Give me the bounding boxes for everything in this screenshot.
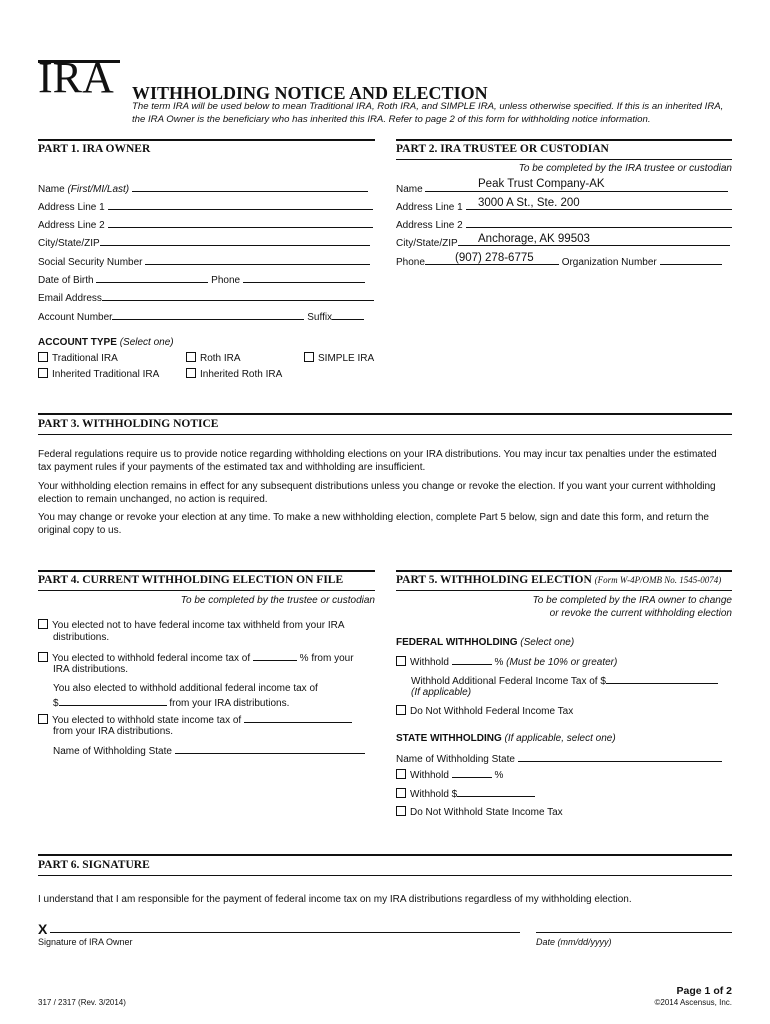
owner-csz-label: City/State/ZIP bbox=[38, 238, 100, 249]
type-label: Traditional IRA bbox=[52, 353, 118, 364]
custodian-csz-value: Anchorage, AK 99503 bbox=[478, 233, 590, 245]
state-do-not-withhold: Do Not Withhold State Income Tax bbox=[410, 807, 563, 818]
fed-if-applicable: (If applicable) bbox=[411, 687, 472, 698]
fed-pct-sign: % bbox=[494, 657, 504, 668]
state-withholding-heading: STATE WITHHOLDING bbox=[396, 733, 502, 744]
part5-note-2: or revoke the current withholding election bbox=[549, 608, 732, 619]
type-label: Inherited Traditional IRA bbox=[52, 369, 160, 380]
part1-title: PART 1. IRA OWNER bbox=[38, 143, 151, 155]
owner-ssn-label: Social Security Number bbox=[38, 257, 143, 268]
part3-subrule bbox=[38, 434, 732, 435]
account-number-field[interactable] bbox=[112, 310, 304, 320]
type-label: Inherited Roth IRA bbox=[200, 369, 283, 380]
part4-state-name-label: Name of Withholding State bbox=[53, 746, 172, 757]
part3-title: PART 3. WITHHOLDING NOTICE bbox=[38, 418, 219, 430]
part4-note: To be completed by the trustee or custodian bbox=[180, 595, 375, 606]
custodian-addr2-label: Address Line 2 bbox=[396, 220, 463, 231]
part4-option2-suffix: % from your bbox=[299, 653, 354, 664]
state-withhold-dollar-field[interactable] bbox=[457, 787, 535, 797]
state-withhold-label: Withhold bbox=[410, 770, 449, 781]
copyright: ©2014 Ascensus, Inc. bbox=[654, 998, 732, 1007]
part4-state-name-field[interactable] bbox=[175, 744, 365, 754]
type-label: SIMPLE IRA bbox=[318, 353, 375, 364]
owner-email-field[interactable] bbox=[102, 291, 374, 301]
signature-statement: I understand that I am responsible for the payment of federal income tax on my IRA distributions regardless of my withholding election. bbox=[38, 894, 632, 905]
checkbox[interactable] bbox=[396, 806, 406, 816]
state-name-label: Name of Withholding State bbox=[396, 754, 515, 765]
fed-additional-field[interactable] bbox=[606, 674, 718, 684]
notice-paragraph-1: Federal regulations require us to provide notice regarding withholding elections on your IRA distributions. You may incur tax penalties under the estimated tax payment rules if your payments of the estimated tax and withholding are insufficient. bbox=[38, 449, 717, 473]
checkbox[interactable] bbox=[38, 652, 48, 662]
ira-logo: IRA bbox=[38, 53, 114, 102]
account-type-heading: ACCOUNT TYPE bbox=[38, 337, 117, 348]
notice-paragraph-2: Your withholding election remains in effect for any subsequent distributions unless you change or revoke the election. If you want your current withholding election to remain unchanged, no action is required. bbox=[38, 481, 716, 505]
part4-option3: You elected to withhold state income tax of bbox=[52, 715, 242, 726]
org-number-field[interactable] bbox=[660, 255, 722, 265]
custodian-name-label: Name bbox=[396, 184, 423, 195]
part4-option2-cont: IRA distributions. bbox=[53, 664, 129, 675]
checkbox[interactable] bbox=[38, 352, 48, 362]
part4-option1: You elected not to have federal income tax withheld from your IRA bbox=[52, 620, 345, 631]
notice-paragraph-3: You may change or revoke your election at any time. To make a new withholding election, complete Part 5 below, sign and date this form, and return the original copy to us. bbox=[38, 512, 709, 536]
part4-fed-pct-field[interactable] bbox=[253, 651, 297, 661]
part4-additional-suffix: from your IRA distributions. bbox=[169, 698, 290, 709]
checkbox[interactable] bbox=[186, 352, 196, 362]
form-number: 317 / 2317 (Rev. 3/2014) bbox=[38, 998, 126, 1007]
part5-title: PART 5. WITHHOLDING ELECTION bbox=[396, 574, 592, 586]
part2-note: To be completed by the IRA trustee or custodian bbox=[518, 163, 732, 174]
fed-withhold-pct-field[interactable] bbox=[452, 655, 492, 665]
signature-x: X bbox=[38, 921, 48, 937]
state-pct-sign: % bbox=[494, 770, 504, 781]
part4-option1-cont: distributions. bbox=[53, 632, 110, 643]
owner-ssn-field[interactable] bbox=[145, 255, 370, 265]
checkbox[interactable] bbox=[396, 788, 406, 798]
org-number-label: Organization Number bbox=[561, 257, 657, 268]
custodian-phone-value: (907) 278-6775 bbox=[455, 252, 534, 264]
part5-rule bbox=[396, 570, 732, 572]
part6-rule bbox=[38, 854, 732, 856]
federal-withholding-heading: FEDERAL WITHHOLDING bbox=[396, 637, 518, 648]
owner-phone-field[interactable] bbox=[243, 273, 365, 283]
type-roth[interactable] bbox=[186, 352, 241, 364]
part5-form-ref: (Form W-4P/OMB No. 1545-0074) bbox=[594, 575, 722, 585]
part2-rule bbox=[396, 139, 732, 141]
owner-name-field[interactable] bbox=[132, 182, 368, 192]
part2-subrule bbox=[396, 159, 732, 160]
custodian-csz-label: City/State/ZIP bbox=[396, 238, 458, 249]
part6-title: PART 6. SIGNATURE bbox=[38, 859, 150, 871]
part4-subrule bbox=[38, 590, 375, 591]
intro-text: The term IRA will be used below to mean Traditional IRA, Roth IRA, and SIMPLE IRA, unless otherwise specified. If this is an inherited IRA, the IRA Owner is the beneficiary who has inherited this IRA. Refer to page 2 of this form for withholding notice information. bbox=[132, 101, 724, 125]
custodian-phone-label: Phone bbox=[396, 257, 425, 268]
owner-phone-label: Phone bbox=[211, 275, 241, 286]
custodian-name-value: Peak Trust Company-AK bbox=[478, 178, 605, 190]
dollar-sign: $ bbox=[53, 698, 59, 709]
type-traditional[interactable] bbox=[38, 352, 118, 364]
date-label: Date (mm/dd/yyyy) bbox=[536, 937, 612, 947]
part1-rule bbox=[38, 139, 375, 141]
owner-name-label: Name (First/MI/Last) bbox=[38, 184, 130, 195]
owner-addr1-field[interactable] bbox=[108, 200, 373, 210]
part4-title: PART 4. CURRENT WITHHOLDING ELECTION ON FILE bbox=[38, 574, 344, 586]
part6-subrule bbox=[38, 875, 732, 876]
part4-additional-field[interactable] bbox=[59, 696, 167, 706]
custodian-addr1-value: 3000 A St., Ste. 200 bbox=[478, 197, 580, 209]
type-inherited-roth[interactable] bbox=[186, 368, 282, 380]
owner-addr1-label: Address Line 1 bbox=[38, 202, 105, 213]
part3-rule bbox=[38, 413, 732, 415]
type-inherited-traditional[interactable] bbox=[38, 368, 159, 380]
type-simple[interactable] bbox=[304, 352, 374, 364]
type-label: Roth IRA bbox=[200, 353, 241, 364]
part4-option3-cont: from your IRA distributions. bbox=[53, 726, 174, 737]
checkbox[interactable] bbox=[38, 368, 48, 378]
checkbox[interactable] bbox=[38, 714, 48, 724]
owner-email-label: Email Address bbox=[38, 293, 102, 304]
state-name-field[interactable] bbox=[518, 752, 722, 762]
part4-rule bbox=[38, 570, 375, 572]
checkbox[interactable] bbox=[396, 705, 406, 715]
part5-note-1: To be completed by the IRA owner to change bbox=[532, 595, 732, 606]
fed-additional-label: Withhold Additional Federal Income Tax of $ bbox=[411, 676, 606, 687]
owner-dob-label: Date of Birth bbox=[38, 275, 94, 286]
part4-additional: You also elected to withhold additional federal income tax of bbox=[53, 683, 318, 694]
suffix-label: Suffix bbox=[307, 312, 333, 323]
fed-do-not-withhold: Do Not Withhold Federal Income Tax bbox=[410, 706, 574, 717]
signature-line[interactable] bbox=[50, 932, 520, 933]
account-number-label: Account Number bbox=[38, 312, 113, 323]
checkbox[interactable] bbox=[304, 352, 314, 362]
checkbox[interactable] bbox=[38, 619, 48, 629]
state-withhold-pct-field[interactable] bbox=[452, 768, 492, 778]
date-line[interactable] bbox=[536, 932, 732, 933]
page-number: Page 1 of 2 bbox=[676, 985, 732, 997]
part4-option2: You elected to withhold federal income tax of bbox=[52, 653, 251, 664]
checkbox[interactable] bbox=[186, 368, 196, 378]
owner-addr2-field[interactable] bbox=[108, 218, 373, 228]
checkbox[interactable] bbox=[396, 656, 406, 666]
part4-state-tax-field[interactable] bbox=[244, 713, 352, 723]
suffix-field[interactable] bbox=[332, 310, 364, 320]
owner-addr2-label: Address Line 2 bbox=[38, 220, 105, 231]
fed-must-note: (Must be 10% or greater) bbox=[506, 657, 618, 668]
account-type-select-note: (Select one) bbox=[119, 337, 174, 348]
fed-withhold-label: Withhold bbox=[410, 657, 449, 668]
part2-title: PART 2. IRA TRUSTEE OR CUSTODIAN bbox=[396, 143, 609, 155]
part5-subrule bbox=[396, 590, 732, 591]
state-withhold-dollar-label: Withhold $ bbox=[410, 789, 458, 800]
state-select-note: (If applicable, select one) bbox=[504, 733, 616, 744]
custodian-addr1-label: Address Line 1 bbox=[396, 202, 463, 213]
signature-label: Signature of IRA Owner bbox=[38, 937, 133, 947]
checkbox[interactable] bbox=[396, 769, 406, 779]
owner-dob-field[interactable] bbox=[96, 273, 208, 283]
custodian-addr2-field[interactable] bbox=[466, 218, 732, 228]
owner-csz-field[interactable] bbox=[100, 236, 370, 246]
page-title: WITHHOLDING NOTICE AND ELECTION bbox=[132, 83, 488, 103]
federal-select-note: (Select one) bbox=[520, 637, 575, 648]
